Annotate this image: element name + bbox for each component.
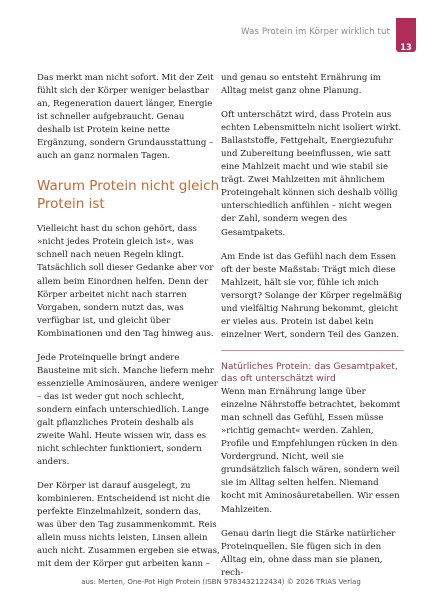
- box-heading: Natürliches Protein: das Gesamtpaket, das oft unterschätzt wird: [221, 360, 398, 385]
- paragraph: und genau so entsteht Ernährung im Alltag meist ganz ohne Planung.: [221, 73, 381, 97]
- paragraph: Wenn man Ernährung lange über einzelne Nährstoffe betrachtet, bekommt man schnell das Gefühl, Essen müsse »richtig gemacht« werden. Zahlen, Profile und Empfehlungen rücken in den Vordergrund. Nicht, weil sie grundsätzlich falsch wären, sondern weil sie im Alltag selten helfen. Niemand kocht mit Aminosäuretabellen. Wir essen Mahlzeiten.: [221, 387, 401, 515]
- paragraph: Vielleicht hast du schon gehört, dass »nicht jedes Protein gleich ist«, was schnell nach neuen Regeln klingt. Tatsächlich soll dieser Gedanke aber vor allem beim Einordnen helfen. Denn der Körper arbeitet nicht nach starren Vorgaben, sondern nutzt das, was verfügbar ist, und gleicht über Kombinationen und den Tag hinweg aus.: [37, 224, 214, 339]
- paragraph: Genau darin liegt die Stärke natürlicher Proteinquellen. Sie fügen sich in den Alltag ein, ohne dass man sie planen, rech-: [221, 528, 396, 578]
- section-heading: Warum Protein nicht gleich Protein ist: [37, 178, 220, 213]
- right-column: [221, 72, 404, 591]
- paragraph: Am Ende ist das Gefühl nach dem Essen oft der beste Maßstab: Trägt mich diese Mahlzeit, hält sie vor, fühle ich mich versorgt? Solange der Körper regelmäßig und vielfältig Nahrung bekommt, gleicht er vieles aus. Protein ist dabei kein einzelner Wert, sondern Teil des Ganzen.: [221, 251, 402, 340]
- paragraph: Jede Proteinquelle bringt andere Bausteine mit sich. Manche liefern mehr essenzielle Aminosäuren, andere weniger – das ist weder gut noch schlecht, sondern einfach unterschiedlich. Lange galt pflanzliches Protein deshalb als zweite Wahl. Heute wissen wir, dass es nicht schlechter funktioniert, sondern anders.: [37, 352, 218, 468]
- section-divider: [221, 350, 404, 351]
- paragraph: Das merkt man nicht sofort. Mit der Zeit fühlt sich der Körper weniger belastbar an, Regeneration dauert länger, Energie ist schneller aufgebraucht. Genau deshalb ist Protein keine nette Ergänzung, sondern Grundausstattung – auch an ganz normalen Tagen.: [37, 73, 214, 162]
- running-header: Was Protein im Körper wirklich tut: [241, 27, 390, 37]
- paragraph: Oft unterschätzt wird, dass Protein aus echten Lebensmitteln nicht isoliert wirkt. Ballaststoffe, Fettgehalt, Energiezufuhr und Zubereitung beeinflussen, wie satt eine Mahlzeit macht und wie stabil sie trägt. Zwei Mahlzeiten mit ähnlichem Proteingehalt können sich deshalb völlig unterschiedlich anfühlen – nicht wegen der Zahl, sondern wegen des Gesamtpakets.: [221, 110, 402, 238]
- page-number: 13: [400, 43, 412, 53]
- left-column: [37, 72, 220, 583]
- page-number-tab: [396, 18, 416, 52]
- footer-credit: aus: Merten, One-Pot High Protein (ISBN 9783432122434) © 2026 TRIAS Verlag: [81, 578, 361, 586]
- paragraph: Der Körper ist darauf ausgelegt, zu kombinieren. Entscheidend ist nicht die perfekte Einzelmahlzeit, sondern das, was über den Tag zusammenkommt. Reis allein muss nichts leisten, Linsen allein auch nicht. Zusammen ergeben sie etwas, mit dem der Körper gut arbeiten kann –: [37, 481, 220, 570]
